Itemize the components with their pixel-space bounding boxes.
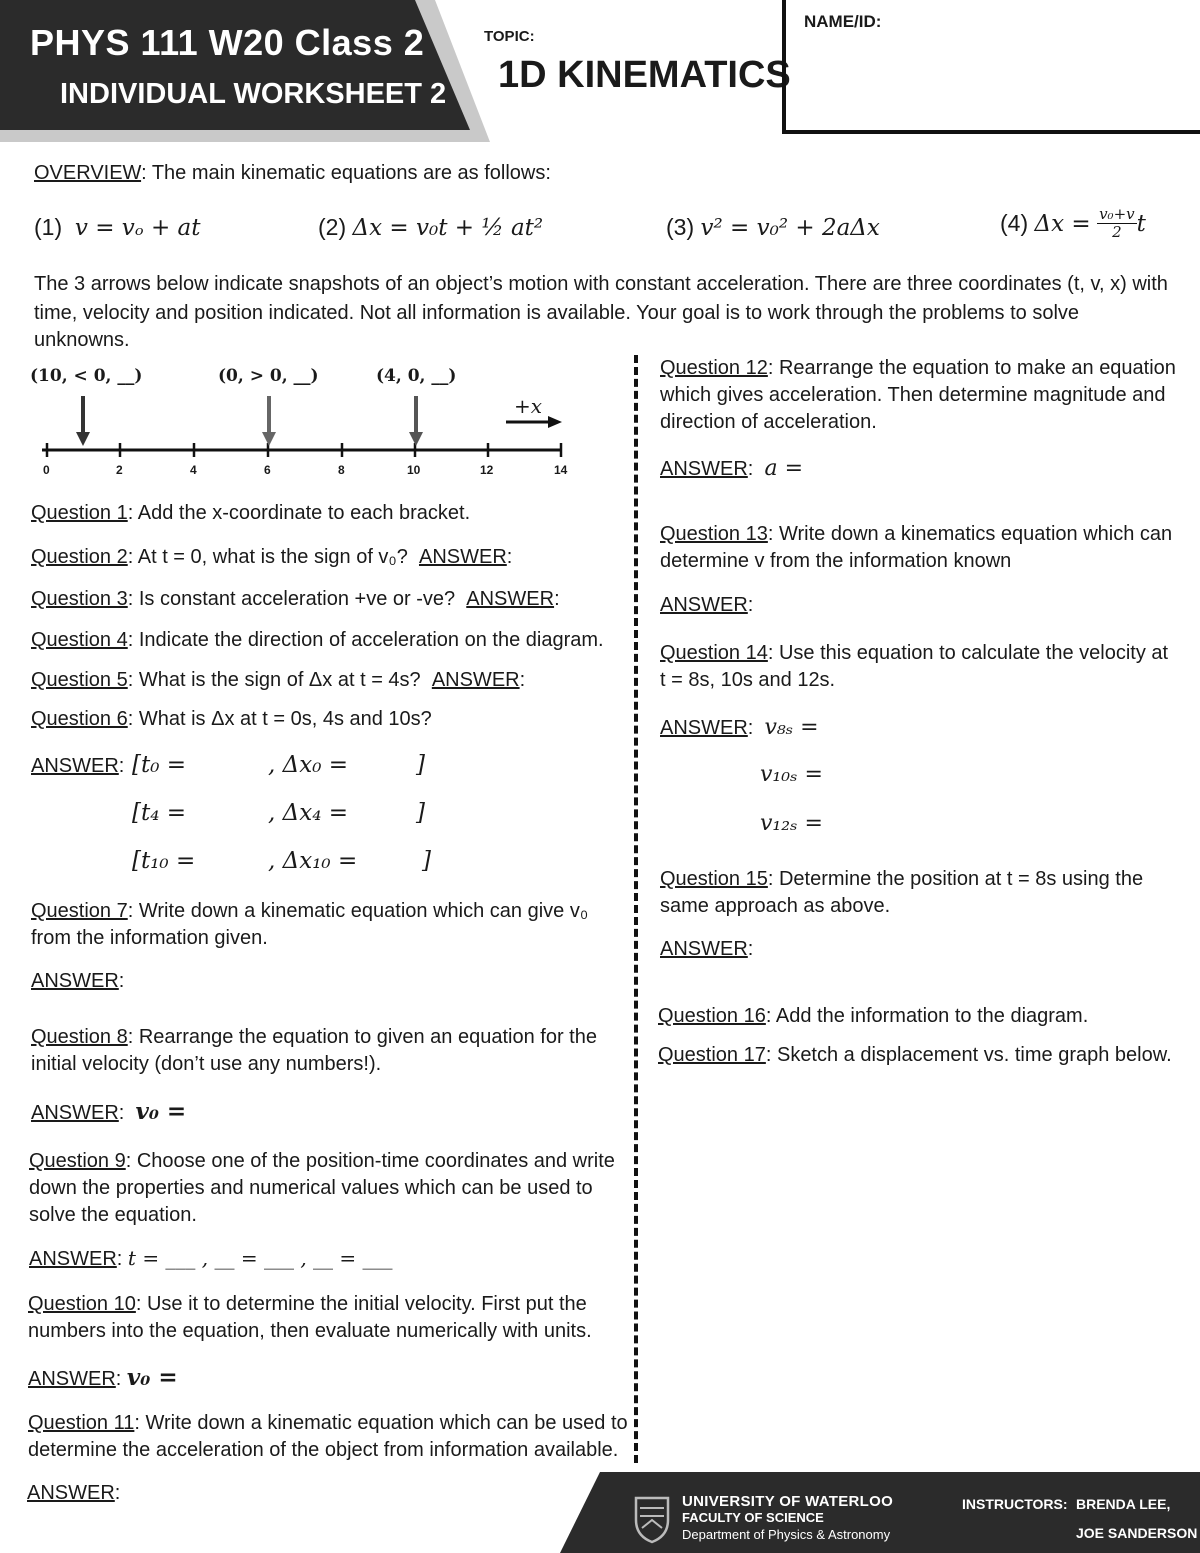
question-7: Question 7: Write down a kinematic equation which can give v₀ from the information given.: [31, 900, 589, 949]
q6-row-2-dx: , Δx₄ =: [268, 800, 349, 826]
question-13-answer: ANSWER:: [660, 594, 754, 616]
tick-label-2: 2: [116, 463, 123, 477]
footer-department: Department of Physics & Astronomy: [682, 1527, 891, 1542]
equation-4: [1000, 206, 1146, 241]
direction-arrow: [506, 416, 562, 428]
question-10-answer: ANSWER: v₀ =: [28, 1364, 178, 1391]
q6-row-3-dx: , Δx₁₀ =: [268, 848, 358, 874]
tick-label-6: 6: [264, 463, 271, 477]
coordinate-label-2: (0, > 0, __): [218, 366, 319, 386]
question-4: Question 4: Indicate the direction of acceleration on the diagram.: [31, 629, 604, 651]
tick-label-8: 8: [338, 463, 345, 477]
question-2: Question 2: At t = 0, what is the sign of v₀? ANSWER:: [31, 546, 513, 568]
question-9: Question 9: Choose one of the position-time coordinates and write down the properties and numerical values which can be used to solve the equation.: [29, 1150, 615, 1226]
question-7-answer: ANSWER:: [31, 970, 125, 992]
question-11-answer: ANSWER:: [27, 1482, 121, 1504]
equation-4-denominator: 2: [1112, 223, 1122, 241]
question-12: Question 12: Rearrange the equation to make an equation which gives acceleration. Then determine magnitude and direction of acceleration.: [660, 357, 1176, 433]
equation-4-numerator: v₀+v: [1099, 205, 1135, 223]
equation-2-expr: Δx = v₀t + ½ at²: [352, 215, 544, 241]
worksheet-title: INDIVIDUAL WORKSHEET 2: [60, 78, 447, 110]
question-16: Question 16: Add the information to the diagram.: [658, 1005, 1089, 1027]
q6-row-1-t: [t₀ =: [132, 752, 187, 778]
topic-label: TOPIC:: [484, 28, 535, 45]
tick-label-12: 12: [480, 463, 494, 477]
question-6-answer-label: ANSWER:: [31, 755, 125, 777]
q6-row-1-close: ]: [416, 752, 425, 778]
question-3: Question 3: Is constant acceleration +ve or -ve? ANSWER:: [31, 588, 560, 610]
snapshot-arrow-3: [409, 396, 423, 446]
intro-line-2: time, velocity and position indicated. Not all information is available. Your goal is to work through the problems to solve unknowns.: [34, 302, 1080, 351]
tick-label-10: 10: [407, 463, 421, 477]
footer-faculty: FACULTY OF SCIENCE: [682, 1510, 824, 1525]
footer-university: UNIVERSITY OF WATERLOO: [682, 1493, 894, 1510]
footer-instructors-label: INSTRUCTORS:: [962, 1496, 1068, 1512]
question-11: Question 11: Write down a kinematic equation which can be used to determine the acceleration of the object from information available.: [28, 1412, 628, 1461]
equation-4-lhs: Δx =: [1034, 210, 1091, 237]
question-6: Question 6: What is Δx at t = 0s, 4s and 10s?: [31, 708, 432, 730]
intro-line-1: The 3 arrows below indicate snapshots of an object’s motion with constant acceleration. There are three coordinates (t, v, x) with: [34, 273, 1168, 295]
equation-3: [666, 214, 880, 241]
footer-instructor-2: JOE SANDERSON: [1076, 1525, 1198, 1541]
number-line-diagram: [30, 390, 590, 485]
column-divider: [634, 355, 638, 1463]
snapshot-arrow-2: [262, 396, 276, 446]
tick-label-14: 14: [554, 463, 568, 477]
coordinate-label-1: (10, < 0, __): [30, 366, 143, 386]
overview-label: OVERVIEW: [34, 162, 142, 184]
snapshot-arrow-1: [76, 396, 90, 446]
q6-row-3-t: [t₁₀ =: [132, 848, 196, 874]
equation-2: [318, 214, 543, 241]
equation-3-expr: v² = v₀² + 2aΔx: [700, 215, 880, 241]
question-5: Question 5: What is the sign of Δx at t = 4s? ANSWER:: [31, 669, 526, 691]
course-title: PHYS 111 W20 Class 2: [30, 22, 425, 63]
topic-title: 1D KINEMATICS: [498, 54, 791, 96]
equation-4-number: (4): [1000, 210, 1029, 236]
question-15-answer: ANSWER:: [660, 938, 754, 960]
name-label: NAME/ID:: [804, 12, 882, 31]
question-14: Question 14: Use this equation to calculate the velocity at t = 8s, 10s and 12s.: [660, 642, 1169, 691]
overview-text: : The main kinematic equations are as follows:: [141, 162, 551, 184]
tick-label-0: 0: [43, 463, 50, 477]
question-10: Question 10: Use it to determine the initial velocity. First put the numbers into the equation, then evaluate numerically with units.: [28, 1293, 592, 1342]
equation-1: [34, 214, 201, 241]
equation-4-fraction: [1097, 206, 1137, 241]
overview-line: [34, 160, 551, 187]
q6-row-2-t: [t₄ =: [132, 800, 187, 826]
q6-row-3-close: ]: [422, 848, 431, 874]
equation-4-rhs: t: [1136, 210, 1146, 237]
question-12-answer: ANSWER: a =: [660, 456, 804, 481]
question-8: Question 8: Rearrange the equation to given an equation for the initial velocity (don’t use any numbers!).: [31, 1026, 597, 1075]
q14-v12: v₁₂ₛ =: [760, 811, 823, 836]
coordinate-label-3: (4, 0, __): [376, 366, 457, 386]
question-9-answer: ANSWER: t = ___ , __ = ___ , __ = ___: [29, 1246, 393, 1270]
question-15: Question 15: Determine the position at t = 8s using the same approach as above.: [660, 868, 1144, 917]
footer-instructor-1: BRENDA LEE,: [1076, 1496, 1171, 1512]
university-crest-icon: [632, 1494, 672, 1544]
equation-1-number: (1): [34, 214, 63, 240]
q6-row-2-close: ]: [416, 800, 425, 826]
question-8-answer: ANSWER: v₀ =: [31, 1098, 187, 1125]
equation-3-number: (3): [666, 214, 695, 240]
tick-label-4: 4: [190, 463, 197, 477]
question-14-answer: ANSWER: v₈ₛ =: [660, 715, 819, 740]
q6-row-1-dx: , Δx₀ =: [268, 752, 349, 778]
equation-1-expr: v = vₒ + at: [74, 215, 201, 241]
direction-label: +x: [514, 394, 543, 418]
equation-2-number: (2): [318, 214, 347, 240]
question-1: Question 1: Add the x-coordinate to each bracket.: [31, 502, 471, 524]
question-17: Question 17: Sketch a displacement vs. time graph below.: [658, 1044, 1172, 1066]
question-13: Question 13: Write down a kinematics equation which can determine v from the information known: [660, 523, 1173, 572]
q14-v10: v₁₀ₛ =: [760, 762, 823, 787]
